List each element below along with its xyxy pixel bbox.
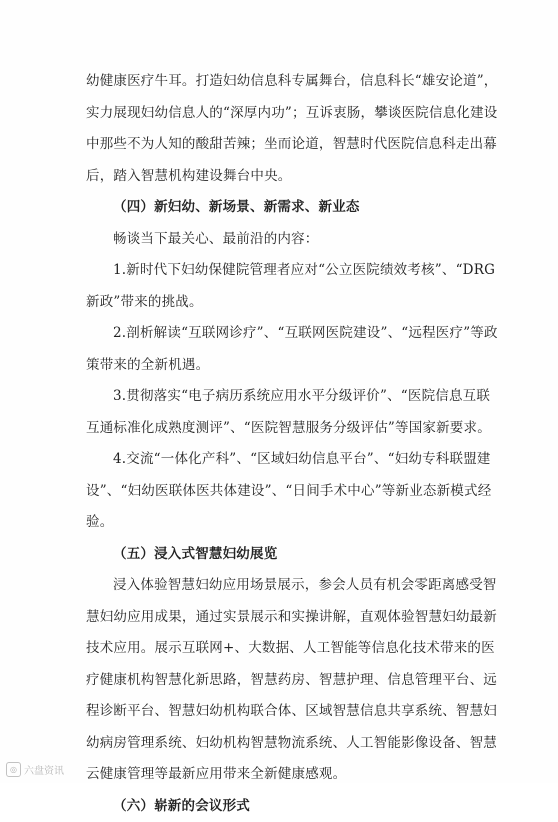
paragraph: 畅谈当下最关心、最前沿的内容： (86, 224, 498, 256)
section-heading: （五）浸入式智慧妇幼展览 (86, 539, 498, 571)
section-heading: （六）崭新的会议形式 (86, 791, 498, 822)
list-item: 4.交流“一体化产科”、“区域妇幼信息平台”、“妇幼专科联盟建设”、“妇幼医联体医共体建设”、“日间手术中心”等新业态新模式经验。 (86, 444, 498, 539)
paragraph: 幼健康医疗牛耳。打造妇幼信息科专属舞台，信息科长“雄安论道”，实力展现妇幼信息人的“深厚内功”；互诉衷肠，攀谈医院信息化建设中那些不为人知的酸甜苦辣；坐而论道，智慧时代医院信息科走出幕后，踏入智慧机构建设舞台中央。 (86, 66, 498, 192)
list-item: 2.剖析解读“互联网诊疗”、“互联网医院建设”、“远程医疗”等政策带来的全新机遇。 (86, 318, 498, 381)
watermark-text: 六盘资讯 (24, 762, 64, 777)
paragraph: 浸入体验智慧妇幼应用场景展示，参会人员有机会零距离感受智慧妇幼应用成果，通过实景展示和实操讲解，直观体验智慧妇幼最新技术应用。展示互联网+、大数据、人工智能等信息化技术带来的医疗健康机构智慧化新思路，智慧药房、智慧护理、信息管理平台、远程诊断平台、智慧妇幼机构联合体、区域智慧信息共享系统、智慧妇幼病房管理系统、妇幼机构智慧物流系统、人工智能影像设备、智慧云健康管理等最新应用带来全新健康感观。 (86, 570, 498, 791)
section-heading: （四）新妇幼、新场景、新需求、新业态 (86, 192, 498, 224)
list-item: 1.新时代下妇幼保健院管理者应对“公立医院绩效考核”、“DRG 新政”带来的挑战。 (86, 255, 498, 318)
list-item: 3.贯彻落实“电子病历系统应用水平分级评价”、“医院信息互联互通标准化成熟度测评”、“医院智慧服务分级评估”等国家新要求。 (86, 381, 498, 444)
document-body (86, 66, 498, 822)
watermark (6, 760, 64, 778)
brand-logo-icon: ◎ (6, 762, 21, 777)
